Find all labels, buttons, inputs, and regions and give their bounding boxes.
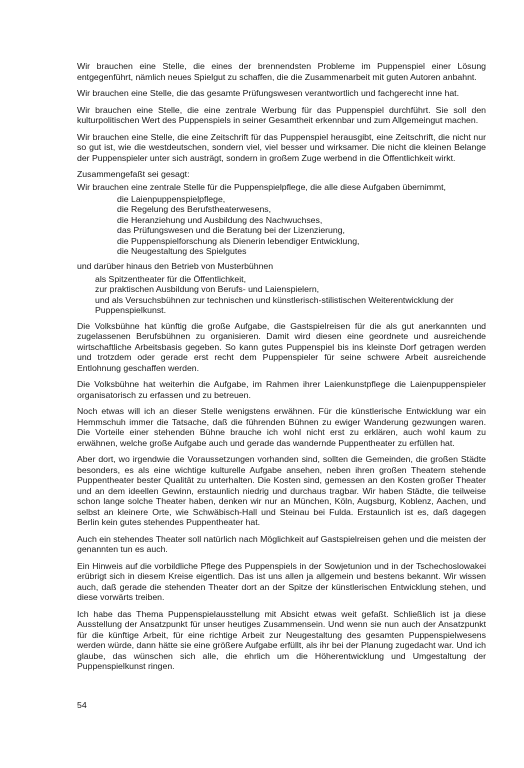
list-item: zur praktischen Ausbildung von Berufs- und Laienspielern, (95, 284, 320, 295)
list-item: das Prüfungswesen und die Beratung bei der Lizenzierung, (117, 225, 345, 236)
paragraph: Die Volksbühne hat weiterhin die Aufgabe, im Rahmen ihrer Laienkunstpflege die Laienpuppenspieler organisatorisch zu erfassen und zu betreuen. (77, 379, 486, 400)
paragraph: Wir brauchen eine Stelle, die eine zentrale Werbung für das Puppenspiel durchführt. Sie soll den kulturpolitischen Wert des Puppenspiels in seiner Gesamtheit erkennbar und zum Allgemeingut machen. (77, 104, 486, 125)
paragraph: Ich habe das Thema Puppenspielausstellung mit Absicht etwas weit gefaßt. Schließlich ist ja diese Ausstellung der Ansatzpunkt für unser heutiges Zusammensein. Und wenn sie nun auch der Ansatzpunkt für die künftige Arbeit, für eine richtige Arbeit zur Neugestaltung des gesamten Puppenspielwesens werden würde, dann hätte sie eine größere Aufgabe erfüllt, als ihr bei der Planung zugedacht war. Und ich glaube, das wünschen sich alle, die ehrlich um die Höherentwicklung und Umgestaltung der Puppenspielkunst ringen. (77, 608, 486, 672)
paragraph: Noch etwas will ich an dieser Stelle wenigstens erwähnen. Für die künstlerische Entwicklung war ein Hemmschuh immer die Tatsache, daß die führenden Bühnen zu ewiger Wanderung gezwungen waren. Die Vorteile einer stehenden Bühne brauche ich wohl nicht erst zu erklären, auch wohl kaum zu erwähnen, welche große Aufgabe auch und gerade das wandernde Puppentheater zu erfüllen hat. (77, 406, 486, 448)
task-list (117, 194, 486, 256)
model-stage-list (95, 274, 486, 316)
list-item: die Heranziehung und Ausbildung des Nachwuchses, (117, 214, 323, 225)
page-number: 54 (77, 700, 87, 710)
paragraph: Ein Hinweis auf die vorbildliche Pflege des Puppenspiels in der Sowjetunion und in der Tschechoslowakei erübrigt sich in diesem Kreise eigentlich. Das ist uns allen ja allgemein und bestens bekannt. Wir wissen auch, daß gerade die stehenden Theater dort an der Spitze der künstlerischen Entwicklung stehen, und diese vorwärts treiben. (77, 560, 486, 603)
body-text (77, 61, 486, 672)
summary-label: Zusammengefaßt sei gesagt: (77, 169, 190, 179)
paragraph: Wir brauchen eine zentrale Stelle für die Puppenspielpflege, die alle diese Aufgaben übernimmt, (77, 181, 446, 192)
paragraph: Wir brauchen eine Stelle, die eines der brennendsten Probleme im Puppenspiel einer Lösung entgegenführt, nämlich neues Spielgut zu schaffen, die die Zusammenarbeit mit guten Autoren anbahnt. (77, 61, 486, 82)
paragraph: und darüber hinaus den Betrieb von Musterbühnen (77, 261, 274, 272)
paragraph: Auch ein stehendes Theater soll natürlich nach Möglichkeit auf Gastspielreisen gehen und die meisten der genannten tun es auch. (77, 533, 486, 555)
list-item: die Laienpuppenspielpflege, (117, 194, 226, 204)
list-item: und als Versuchsbühnen zur technischen und künstlerisch-stilistischen Weiterentwicklung der Puppenspielkunst. (95, 294, 454, 316)
list-item: die Regelung des Berufstheaterwesens, (117, 204, 272, 215)
list-item: die Puppenspielforschung als Dienerin lebendiger Entwicklung, (117, 235, 360, 246)
list-item: die Neugestaltung des Spielgutes (117, 246, 247, 257)
paragraph: Wir brauchen eine Stelle, die das gesamte Prüfungswesen verantwortlich und fachgerecht inne hat. (77, 88, 459, 98)
paragraph: Aber dort, wo irgendwie die Voraussetzungen vorhanden sind, sollten die Gemeinden, die großen Städte besonders, es als eine wichtige kulturelle Aufgabe ansehen, neben ihren großen Theatern stehende Puppentheater bester Qualität zu unterhalten. Die Kosten sind, gemessen an den Kosten großer Theater und an dem ideellen Gewinn, erstaunlich niedrig und durchaus tragbar. Wir haben Städte, die teilweise schon lange solche Theater haben, denken wir nur an München, Köln, Augsburg, Koblenz, Aachen, und selbst an kleinere Orte, wie Schwäbisch-Hall und Steinau bei Fulda. Erstaunlich ist es, daß dagegen Berlin kein gutes stehendes Puppentheater hat. (77, 454, 486, 528)
paragraph: Die Volksbühne hat künftig die große Aufgabe, die Gastspielreisen für die als gut anerkannten und zugelassenen Berufsbühnen zu organisieren. Damit wird diesen eine geordnete und ausreichende wirtschaftliche Arbeitsbasis gegeben. So kann gutes Puppenspiel bis ins kleinste Dorf getragen werden und trotzdem oder gerade erst recht dem Puppenspieler für seine schwere Arbeit ausreichende Entlohnung geschaffen werden. (77, 320, 486, 373)
paragraph: Wir brauchen eine Stelle, die eine Zeitschrift für das Puppenspiel herausgibt, eine Zeitschrift, die nicht nur so gut ist, wie die westdeutschen, sondern viel, viel besser und wirksamer. Die nicht die kleinen Belange der Puppenspieler unter sich austrägt, sondern in großem Zuge werbend in die Öffentlichkeit wirkt. (77, 131, 486, 163)
list-item: als Spitzentheater für die Öffentlichkeit, (95, 273, 246, 284)
